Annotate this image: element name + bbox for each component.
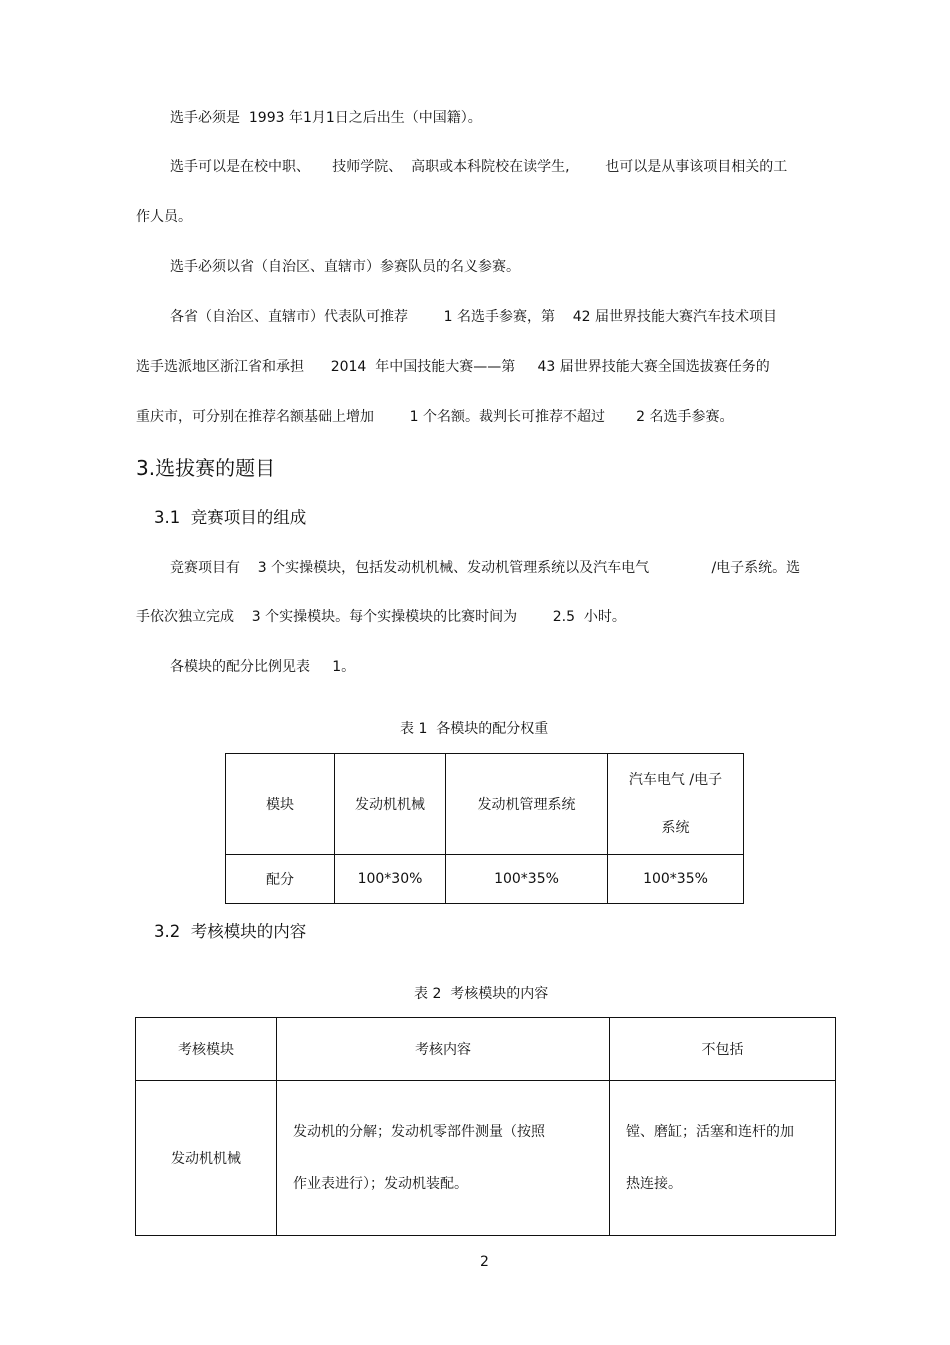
table2-cell-content-line2: 作业表进行）；发动机装配。 [293, 1176, 468, 1192]
paragraph-recommend-line2: 选手选派地区浙江省和承担 2014 年中国技能大赛——第 43 届世界技能大赛全国选拔赛任务的 [136, 359, 770, 375]
section-heading-3-1: 3.1 竞赛项目的组成 [154, 508, 307, 527]
table1-cell-engine-mechanical: 100*30% [335, 855, 446, 904]
paragraph-recommend-line3: 重庆市，可分别在推荐名额基础上增加 1 个名额。裁判长可推荐不超过 2 名选手参赛。 [136, 409, 734, 425]
paragraph-modules-line1: 竞赛项目有 3 个实操模块，包括发动机机械、发动机管理系统以及汽车电气 /电子系统。选 [170, 560, 801, 576]
table2-header-module: 考核模块 [136, 1018, 277, 1081]
table1-cell-score-label: 配分 [226, 855, 335, 904]
table1-cell-electrical: 100*35% [608, 855, 744, 904]
table2-cell-exclude-line1: 镗、磨缸；活塞和连杆的加 [626, 1124, 794, 1140]
paragraph-eligibility-line2: 作人员。 [136, 209, 192, 225]
paragraph-team-name: 选手必须以省（自治区、直辖市）参赛队员的名义参赛。 [170, 259, 520, 275]
page-number: 2 [480, 1254, 489, 1270]
table2-header-exclude: 不包括 [610, 1018, 836, 1081]
paragraph-modules-line2: 手依次独立完成 3 个实操模块。每个实操模块的比赛时间为 2.5 小时。 [136, 609, 626, 625]
table2-cell-content-line1: 发动机的分解；发动机零部件测量（按照 [293, 1124, 545, 1140]
table1-header-electrical-line2: 系统 [661, 820, 690, 836]
paragraph-recommend-line1: 各省（自治区、直辖市）代表队可推荐 1 名选手参赛，第 42 届世界技能大赛汽车技术项目 [170, 309, 778, 325]
table2-caption: 表 2 考核模块的内容 [414, 986, 549, 1002]
table2-cell-exclude [610, 1081, 836, 1236]
table1-header-engine-mechanical: 发动机机械 [335, 754, 446, 855]
table2-cell-module: 发动机机械 [136, 1081, 277, 1236]
table2-header-content: 考核内容 [277, 1018, 610, 1081]
table2-cell-content [277, 1081, 610, 1236]
table2-cell-exclude-line2: 热连接。 [626, 1176, 682, 1192]
table1-header-module: 模块 [226, 754, 335, 855]
table1-cell-engine-management: 100*35% [446, 855, 608, 904]
section-heading-3-2: 3.2 考核模块的内容 [154, 922, 307, 941]
table1-caption: 表 1 各模块的配分权重 [400, 721, 549, 737]
table1-header-electrical [608, 754, 744, 855]
paragraph-table-ref: 各模块的配分比例见表 1。 [170, 659, 356, 675]
table1-header-electrical-line1: 汽车电气 /电子 [628, 772, 723, 788]
table-module-contents [135, 1017, 836, 1236]
paragraph-eligibility-line1: 选手可以是在校中职、 技师学院、 高职或本科院校在读学生, 也可以是从事该项目相关的工 [170, 159, 788, 175]
table1-header-engine-management: 发动机管理系统 [446, 754, 608, 855]
paragraph-age: 选手必须是 1993 年1月1日之后出生（中国籍）。 [170, 110, 482, 126]
section-heading-3: 3.选拔赛的题目 [136, 456, 276, 480]
table-score-weights [225, 753, 744, 904]
